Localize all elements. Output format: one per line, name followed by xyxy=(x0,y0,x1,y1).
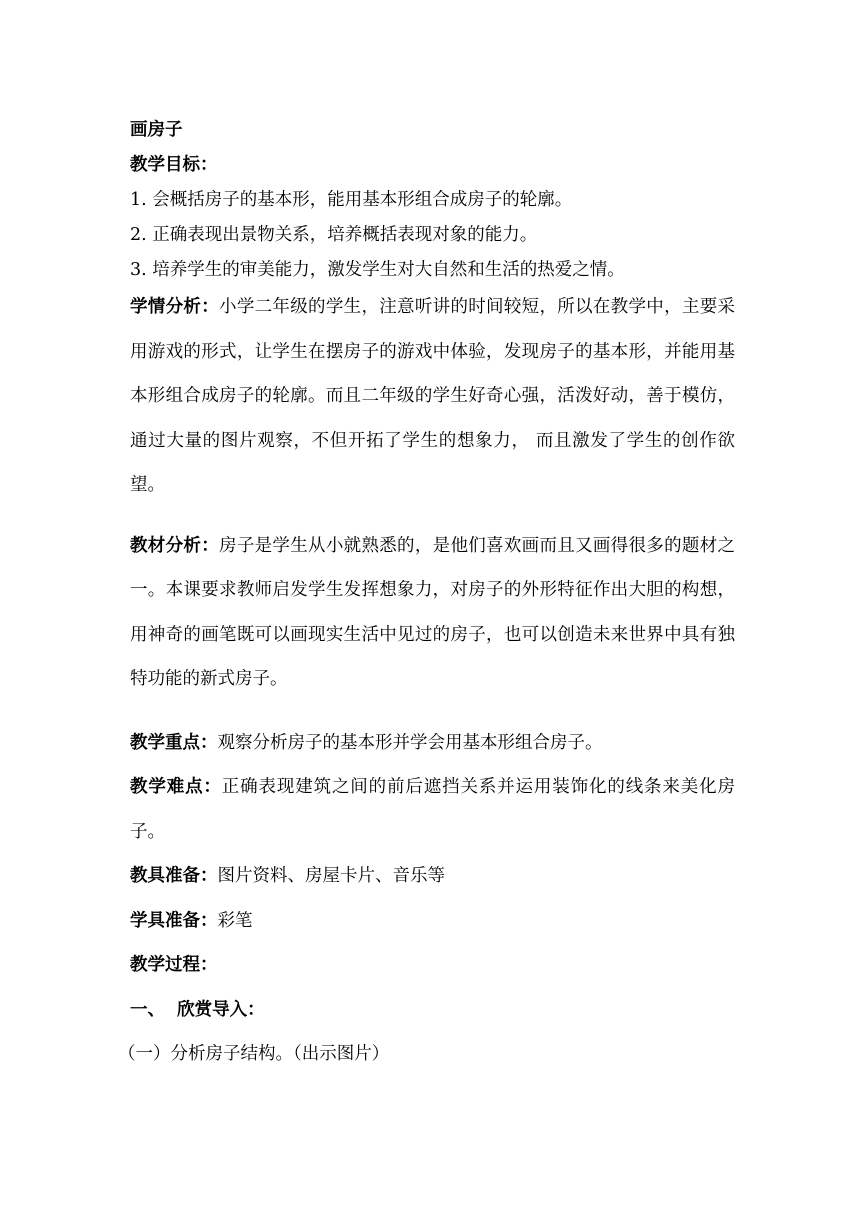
teacher-prep-heading: 教具准备： xyxy=(130,866,218,886)
difficult-point-text: 正确表现建筑之间的前后遮挡关系并运用装饰化的线条来美化房子。 xyxy=(130,777,735,842)
student-prep-text: 彩笔 xyxy=(217,910,253,931)
teacher-prep-text: 图片资料、房屋卡片、音乐等 xyxy=(217,866,445,886)
document-title: 画房子 xyxy=(130,120,183,140)
material-analysis-paragraph xyxy=(130,524,735,702)
learner-analysis-heading: 学情分析： xyxy=(130,297,220,317)
difficult-point-paragraph xyxy=(130,765,735,854)
key-point-heading: 教学重点： xyxy=(130,732,218,753)
student-prep-heading: 学具准备： xyxy=(130,910,218,931)
section-1-heading: 一、 欣赏导入： xyxy=(130,999,265,1020)
spacer xyxy=(130,702,735,721)
teacher-prep-paragraph xyxy=(130,854,735,899)
difficult-point-heading: 教学难点： xyxy=(130,777,222,797)
learner-analysis-text: 小学二年级的学生，注意听讲的时间较短，所以在教学中，主要采用游戏的形式，让学生在摆房子的游戏中体验，发现房子的基本形，并能用基本形组合成房子的轮廓。而且二年级的学生好奇心强，活泼好动，善于模仿，通过大量的图片观察，不但开拓了学生的想象力， 而且激发了学生的创作欲望。 xyxy=(130,297,735,495)
student-prep-paragraph xyxy=(130,899,735,944)
document-page xyxy=(118,112,735,1077)
objectives-heading: 教学目标： xyxy=(130,155,218,175)
material-analysis-text: 房子是学生从小就熟悉的，是他们喜欢画而且又画得很多的题材之一。本课要求教师启发学生发挥想象力，对房子的外形特征作出大胆的构想，用神奇的画笔既可以画现实生活中见过的房子，也可以创造未来世界中具有独特功能的新式房子。 xyxy=(130,535,735,689)
material-analysis-heading: 教材分析： xyxy=(130,535,220,556)
objective-item-2: 2. 正确表现出景物关系，培养概括表现对象的能力。 xyxy=(130,225,538,245)
spacer xyxy=(130,508,735,524)
objective-item-1: 1. 会概括房子的基本形，能用基本形组合成房子的轮廓。 xyxy=(130,190,573,210)
sub-section-1: （一）分析房子结构。（出示图片） xyxy=(118,1044,390,1064)
key-point-text: 观察分析房子的基本形并学会用基本形组合房子。 xyxy=(217,732,603,753)
key-point-paragraph xyxy=(130,721,735,766)
process-heading: 教学过程： xyxy=(130,955,218,975)
learner-analysis-paragraph xyxy=(130,285,735,508)
objective-item-3: 3. 培养学生的审美能力，激发学生对大自然和生活的热爱之情。 xyxy=(130,260,625,280)
